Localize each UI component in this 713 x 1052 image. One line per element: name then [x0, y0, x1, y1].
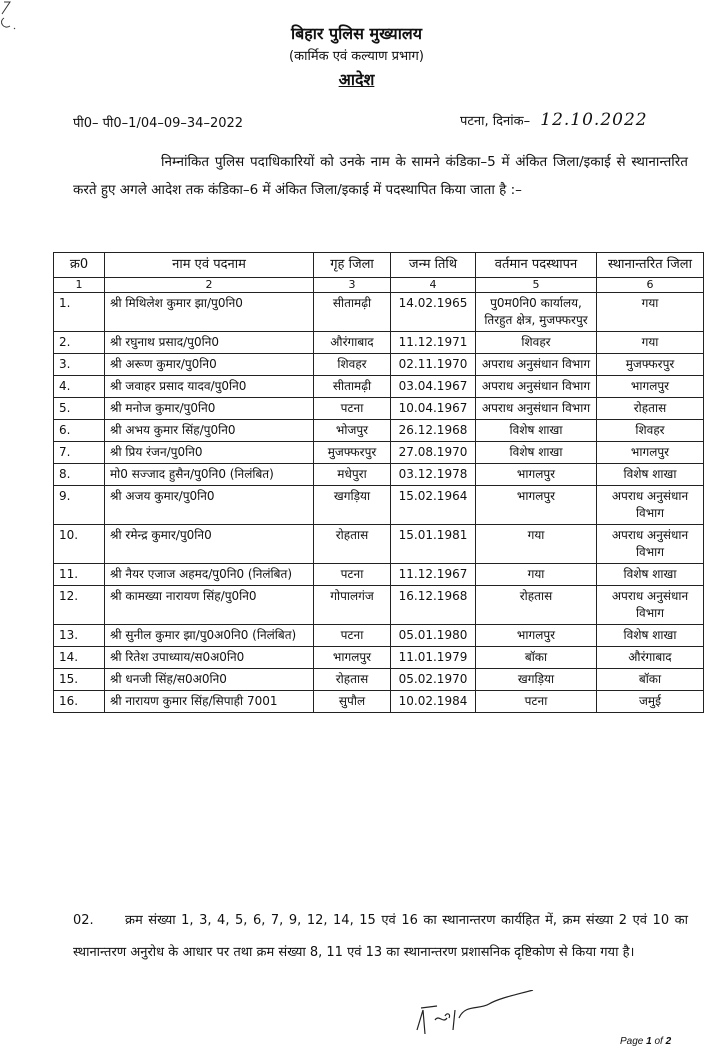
page-current: 1 [646, 1036, 652, 1047]
row-dob: 03.12.1978 [391, 464, 476, 486]
row-name: मो0 सज्जाद हुसैन/पु0नि0 (निलंबित) [105, 464, 314, 486]
row-dob: 11.12.1967 [391, 564, 476, 586]
row-serial: 11. [54, 564, 105, 586]
paragraph-text: क्रम संख्या 1, 3, 4, 5, 6, 7, 9, 12, 14, 15 एवं 16 का स्थानान्तरण कार्यहित में, क्रम संख्या 2 एवं 10 का स्थानान्तरण अनुरोध के आधार पर तथा क्रम संख्या 8, 11 एवं 13 का स्थानान्तरण प्रशासनिक दृष्टिकोण से किया गया है। [73, 913, 688, 960]
row-transfer-district: भागलपुर [597, 442, 704, 464]
row-dob: 11.12.1971 [391, 332, 476, 354]
column-number-row [54, 278, 704, 293]
row-current-posting: भागलपुर [476, 486, 597, 525]
row-name: श्री रघुनाथ प्रसाद/पु0नि0 [105, 332, 314, 354]
row-serial: 10. [54, 525, 105, 564]
row-transfer-district: विशेष शाखा [597, 625, 704, 647]
row-home-district: भोजपुर [314, 420, 391, 442]
order-heading: आदेश [338, 70, 375, 89]
place-date-label: पटना, दिनांक– [460, 114, 531, 129]
row-name: श्री धनजी सिंह/स0अ0नि0 [105, 669, 314, 691]
table-row [54, 564, 704, 586]
row-home-district: सुपौल [314, 691, 391, 713]
table-row [54, 486, 704, 525]
row-transfer-district: अपराध अनुसंधान विभाग [597, 486, 704, 525]
row-home-district: पटना [314, 564, 391, 586]
page-of: of [651, 1036, 666, 1047]
row-current-posting: रोहतास [476, 586, 597, 625]
row-dob: 15.01.1981 [391, 525, 476, 564]
row-name: श्री अभय कुमार सिंह/पु0नि0 [105, 420, 314, 442]
row-transfer-district: मुजफ्फरपुर [597, 354, 704, 376]
table-row [54, 420, 704, 442]
reference-number: पी0– पी0–1/04–09–34–2022 [73, 116, 244, 131]
place-date [460, 110, 648, 130]
header-dob: जन्म तिथि [391, 253, 476, 278]
handwritten-date: 12.10.2022 [540, 110, 648, 130]
table-row [54, 625, 704, 647]
table-header-row [54, 253, 704, 278]
row-serial: 3. [54, 354, 105, 376]
header-current-posting: वर्तमान पदस्थापन [476, 253, 597, 278]
row-name: श्री नैयर एजाज अहमद/पु0नि0 (निलंबित) [105, 564, 314, 586]
row-home-district: सीतामढ़ी [314, 293, 391, 332]
row-current-posting: अपराध अनुसंधान विभाग [476, 398, 597, 420]
row-name: श्री रमेन्द्र कुमार/पु0नि0 [105, 525, 314, 564]
row-transfer-district: रोहतास [597, 398, 704, 420]
table-row [54, 332, 704, 354]
row-serial: 6. [54, 420, 105, 442]
column-number: 5 [476, 278, 597, 293]
page-total: 2 [665, 1036, 672, 1047]
row-current-posting: भागलपुर [476, 464, 597, 486]
row-current-posting: बॉका [476, 647, 597, 669]
row-transfer-district: गया [597, 293, 704, 332]
row-dob: 05.02.1970 [391, 669, 476, 691]
row-dob: 11.01.1979 [391, 647, 476, 669]
row-home-district: गोपालगंज [314, 586, 391, 625]
row-home-district: पटना [314, 625, 391, 647]
row-serial: 9. [54, 486, 105, 525]
row-home-district: शिवहर [314, 354, 391, 376]
row-dob: 15.02.1964 [391, 486, 476, 525]
row-dob: 03.04.1967 [391, 376, 476, 398]
row-current-posting: भागलपुर [476, 625, 597, 647]
page-prefix: Page [620, 1036, 647, 1047]
row-home-district: मधेपुरा [314, 464, 391, 486]
row-name: श्री मनोज कुमार/पु0नि0 [105, 398, 314, 420]
row-home-district: रोहतास [314, 525, 391, 564]
row-home-district: भागलपुर [314, 647, 391, 669]
row-transfer-district: औरंगाबाद [597, 647, 704, 669]
row-home-district: खगड़िया [314, 486, 391, 525]
row-serial: 2. [54, 332, 105, 354]
row-name: श्री जवाहर प्रसाद यादव/पु0नि0 [105, 376, 314, 398]
row-transfer-district: अपराध अनुसंधान विभाग [597, 525, 704, 564]
column-number: 4 [391, 278, 476, 293]
header-home-district: गृह जिला [314, 253, 391, 278]
row-serial: 16. [54, 691, 105, 713]
table-row [54, 647, 704, 669]
page-number [620, 1036, 671, 1047]
row-serial: 13. [54, 625, 105, 647]
document-title: बिहार पुलिस मुख्यालय [291, 24, 422, 43]
header-name: नाम एवं पदनाम [105, 253, 314, 278]
row-serial: 15. [54, 669, 105, 691]
row-current-posting: शिवहर [476, 332, 597, 354]
table-row [54, 398, 704, 420]
row-dob: 26.12.1968 [391, 420, 476, 442]
column-number: 3 [314, 278, 391, 293]
table-row [54, 525, 704, 564]
row-current-posting: विशेष शाखा [476, 442, 597, 464]
row-name: श्री सुनील कुमार झा/पु0अ0नि0 (निलंबित) [105, 625, 314, 647]
row-transfer-district: अपराध अनुसंधान विभाग [597, 586, 704, 625]
transfer-table [53, 252, 704, 713]
row-transfer-district: जमुई [597, 691, 704, 713]
row-transfer-district: विशेष शाखा [597, 464, 704, 486]
paragraph-number: 02. [73, 913, 94, 928]
column-number: 1 [54, 278, 105, 293]
row-serial: 5. [54, 398, 105, 420]
header-transfer-district: स्थानान्तरित जिला [597, 253, 704, 278]
row-name: श्री अजय कुमार/पु0नि0 [105, 486, 314, 525]
row-serial: 4. [54, 376, 105, 398]
row-dob: 27.08.1970 [391, 442, 476, 464]
intro-paragraph: निम्नांकित पुलिस पदाधिकारियों को उनके नाम के सामने कंडिका–5 में अंकित जिला/इकाई से स्थानान्तरित करते हुए अगले आदेश तक कंडिका–6 में अंकित जिला/इकाई में पदस्थापित किया जाता है :– [73, 154, 688, 198]
row-home-district: मुजफ्फरपुर [314, 442, 391, 464]
row-dob: 10.02.1984 [391, 691, 476, 713]
table-row [54, 354, 704, 376]
header-serial: क्र0 [54, 253, 105, 278]
row-serial: 14. [54, 647, 105, 669]
row-current-posting: गया [476, 525, 597, 564]
row-name: श्री रितेश उपाध्याय/स0अ0नि0 [105, 647, 314, 669]
table-row [54, 293, 704, 332]
row-serial: 12. [54, 586, 105, 625]
row-home-district: रोहतास [314, 669, 391, 691]
row-home-district: पटना [314, 398, 391, 420]
row-serial: 1. [54, 293, 105, 332]
paragraph-2 [73, 905, 688, 969]
row-dob: 05.01.1980 [391, 625, 476, 647]
row-current-posting: पटना [476, 691, 597, 713]
row-transfer-district: बॉका [597, 669, 704, 691]
row-transfer-district: विशेष शाखा [597, 564, 704, 586]
row-current-posting: अपराध अनुसंधान विभाग [476, 354, 597, 376]
row-current-posting: विशेष शाखा [476, 420, 597, 442]
row-serial: 7. [54, 442, 105, 464]
table-row [54, 691, 704, 713]
row-home-district: सीतामढ़ी [314, 376, 391, 398]
table-row [54, 586, 704, 625]
row-serial: 8. [54, 464, 105, 486]
row-name: श्री कामख्या नारायण सिंह/पु0नि0 [105, 586, 314, 625]
signature [415, 990, 555, 1040]
row-transfer-district: गया [597, 332, 704, 354]
row-name: श्री प्रिय रंजन/पु0नि0 [105, 442, 314, 464]
column-number: 2 [105, 278, 314, 293]
row-transfer-district: शिवहर [597, 420, 704, 442]
row-current-posting: गया [476, 564, 597, 586]
column-number: 6 [597, 278, 704, 293]
row-dob: 10.04.1967 [391, 398, 476, 420]
row-current-posting: खगड़िया [476, 669, 597, 691]
row-dob: 14.02.1965 [391, 293, 476, 332]
table-row [54, 464, 704, 486]
row-dob: 02.11.1970 [391, 354, 476, 376]
table-row [54, 376, 704, 398]
row-transfer-district: भागलपुर [597, 376, 704, 398]
row-name: श्री नारायण कुमार सिंह/सिपाही 7001 [105, 691, 314, 713]
row-home-district: औरंगाबाद [314, 332, 391, 354]
row-current-posting: अपराध अनुसंधान विभाग [476, 376, 597, 398]
table-row [54, 669, 704, 691]
row-name: श्री अरूण कुमार/पु0नि0 [105, 354, 314, 376]
row-name: श्री मिथिलेश कुमार झा/पु0नि0 [105, 293, 314, 332]
table-row [54, 442, 704, 464]
document-subtitle: (कार्मिक एवं कल्याण प्रभाग) [289, 49, 424, 64]
row-current-posting: पु0म0नि0 कार्यालय, तिरहुत क्षेत्र, मुजफ्फरपुर [476, 293, 597, 332]
row-dob: 16.12.1968 [391, 586, 476, 625]
